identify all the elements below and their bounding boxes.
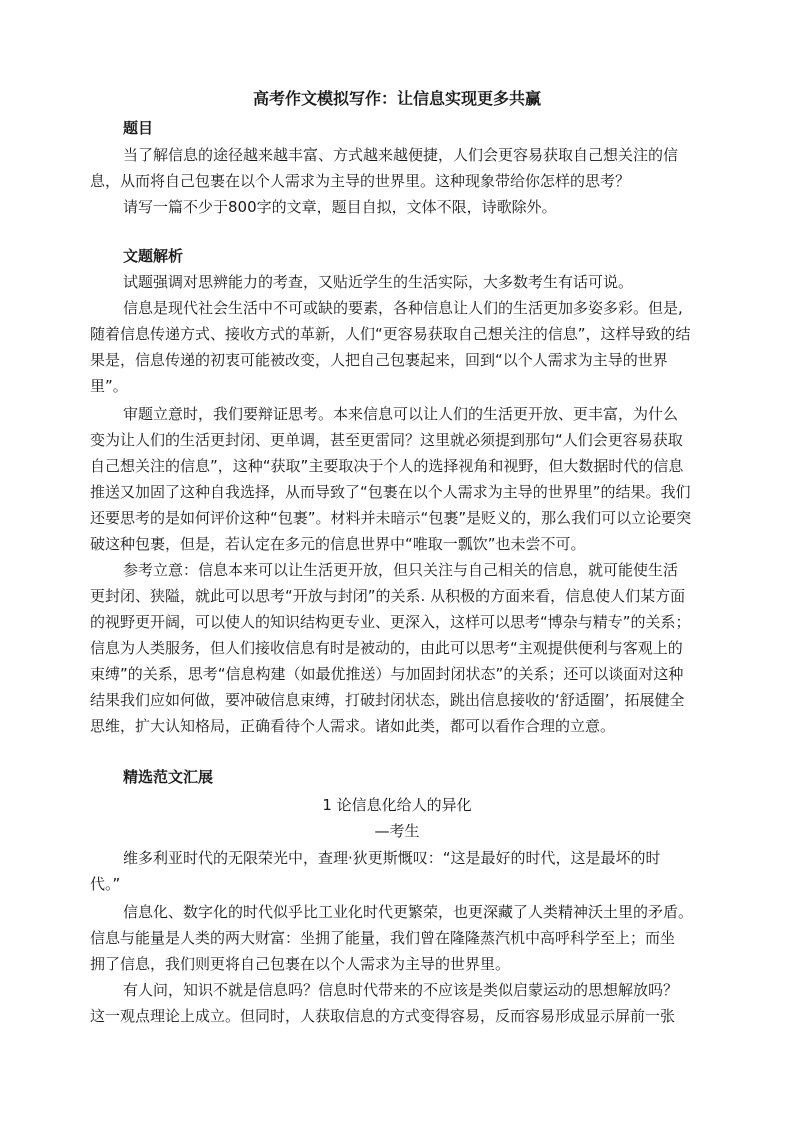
analysis-line: 果是，信息传递的初衷可能被改变，人把自己包裹起来，回到“以个人需求为主导的世界 bbox=[90, 351, 668, 369]
section-heading-analysis: 文题解析 bbox=[123, 247, 184, 265]
analysis-line: 随着信息传递方式、接收方式的革新，人们“更容易获取自己想关注的信息”，这样导致的结 bbox=[90, 325, 691, 343]
analysis-line: 的视野更开阔，可以使人的知识结构更专业、更深入，这样可以思考“博杂与精专”的关系； bbox=[90, 613, 691, 631]
analysis-line: 参考立意：信息本来可以让生活更开放，但只关注与自己相关的信息，就可能使生活 bbox=[123, 561, 679, 579]
essay-line: 信息与能量是人类的两大财富：坐拥了能量，我们曾在隆隆蒸汽机中高呼科学至上；而坐 bbox=[90, 929, 676, 947]
essay-line: 代。” bbox=[90, 875, 121, 893]
analysis-line: 推送又加固了这种自我选择，从而导致了“包裹在以个人需求为主导的世界里”的结果。我们 bbox=[90, 483, 691, 501]
analysis-line: 还要思考的是如何评价这种“包裹”。材料并未暗示“包裹”是贬义的，那么我们可以立论要突 bbox=[90, 509, 692, 527]
analysis-line: 变为让人们的生活更封闭、更单调，甚至更雷同？这里就必须提到那句“人们会更容易获取 bbox=[90, 431, 683, 449]
analysis-line: 信息是现代社会生活中不可或缺的要素，各种信息让人们的生活更加多姿多彩。但是, bbox=[123, 299, 683, 317]
analysis-line: 束缚”的关系，思考“信息构建（如最优推送）与加固封闭状态”的关系；还可以谈面对这种 bbox=[90, 665, 684, 683]
topic-line: 息，从而将自己包裹在以个人需求为主导的世界里。这种现象带给你怎样的思考？ bbox=[90, 172, 631, 190]
essay-line: 有人问，知识不就是信息吗？信息时代带来的不应该是类似启蒙运动的思想解放吗？ bbox=[123, 981, 679, 999]
topic-line: 当了解信息的途径越来越丰富、方式越来越便捷，人们会更容易获取自己想关注的信 bbox=[123, 146, 679, 164]
essay-line: 这一观点理论上成立。但同时，人获取信息的方式变得容易，反而容易形成显示屏前一张 bbox=[90, 1007, 676, 1025]
essay-line: 拥了信息，我们则更将自己包裹在以个人需求为主导的世界里。 bbox=[90, 955, 511, 973]
topic-line: 请写一篇不少于800字的文章，题目自拟，文体不限，诗歌除外。 bbox=[123, 198, 557, 216]
essay-line: 维多利亚时代的无限荣光中，查理·狄更斯慨叹：“这是最好的时代，这是最坏的时 bbox=[123, 849, 661, 867]
analysis-line: 更封闭、狭隘，就此可以思考“开放与封闭”的关系. 从积极的方面来看，信息使人们某方面 bbox=[90, 587, 686, 605]
essay-author: —考生 bbox=[374, 822, 420, 840]
analysis-line: 试题强调对思辨能力的考查，又贴近学生的生活实际，大多数考生有话可说。 bbox=[123, 273, 634, 291]
essay-line: 信息化、数字化的时代似乎比工业化时代更繁荣，也更深藏了人类精神沃土里的矛盾。 bbox=[123, 903, 694, 921]
section-heading-essays: 精选范文汇展 bbox=[123, 768, 214, 786]
analysis-line: 信息为人类服务，但人们接收信息有时是被动的，由此可以思考“主观提供便利与客观上的 bbox=[90, 639, 683, 657]
analysis-line: 结果我们应如何做，要冲破信息束缚，打破封闭状态，跳出信息接收的‘舒适圈’，拓展健全 bbox=[90, 691, 685, 709]
analysis-line: 里”。 bbox=[90, 377, 128, 395]
analysis-line: 自己想关注的信息”，这种“获取”主要取决于个人的选择视角和视野，但大数据时代的信息 bbox=[90, 457, 684, 475]
analysis-line: 审题立意时，我们要辩证思考。本来信息可以让人们的生活更开放、更丰富，为什么 bbox=[123, 405, 679, 423]
document-title: 高考作文模拟写作：让信息实现更多共赢 bbox=[252, 89, 541, 108]
analysis-line: 破这种包裹，但是，若认定在多元的信息世界中“唯取一瓢饮”也未尝不可。 bbox=[90, 535, 586, 553]
analysis-line: 思维，扩大认知格局，正确看待个人需求。诸如此类，都可以看作合理的立意。 bbox=[90, 717, 616, 735]
essay-title: 1 论信息化给人的异化 bbox=[322, 796, 472, 814]
section-heading-topic: 题目 bbox=[123, 119, 154, 137]
